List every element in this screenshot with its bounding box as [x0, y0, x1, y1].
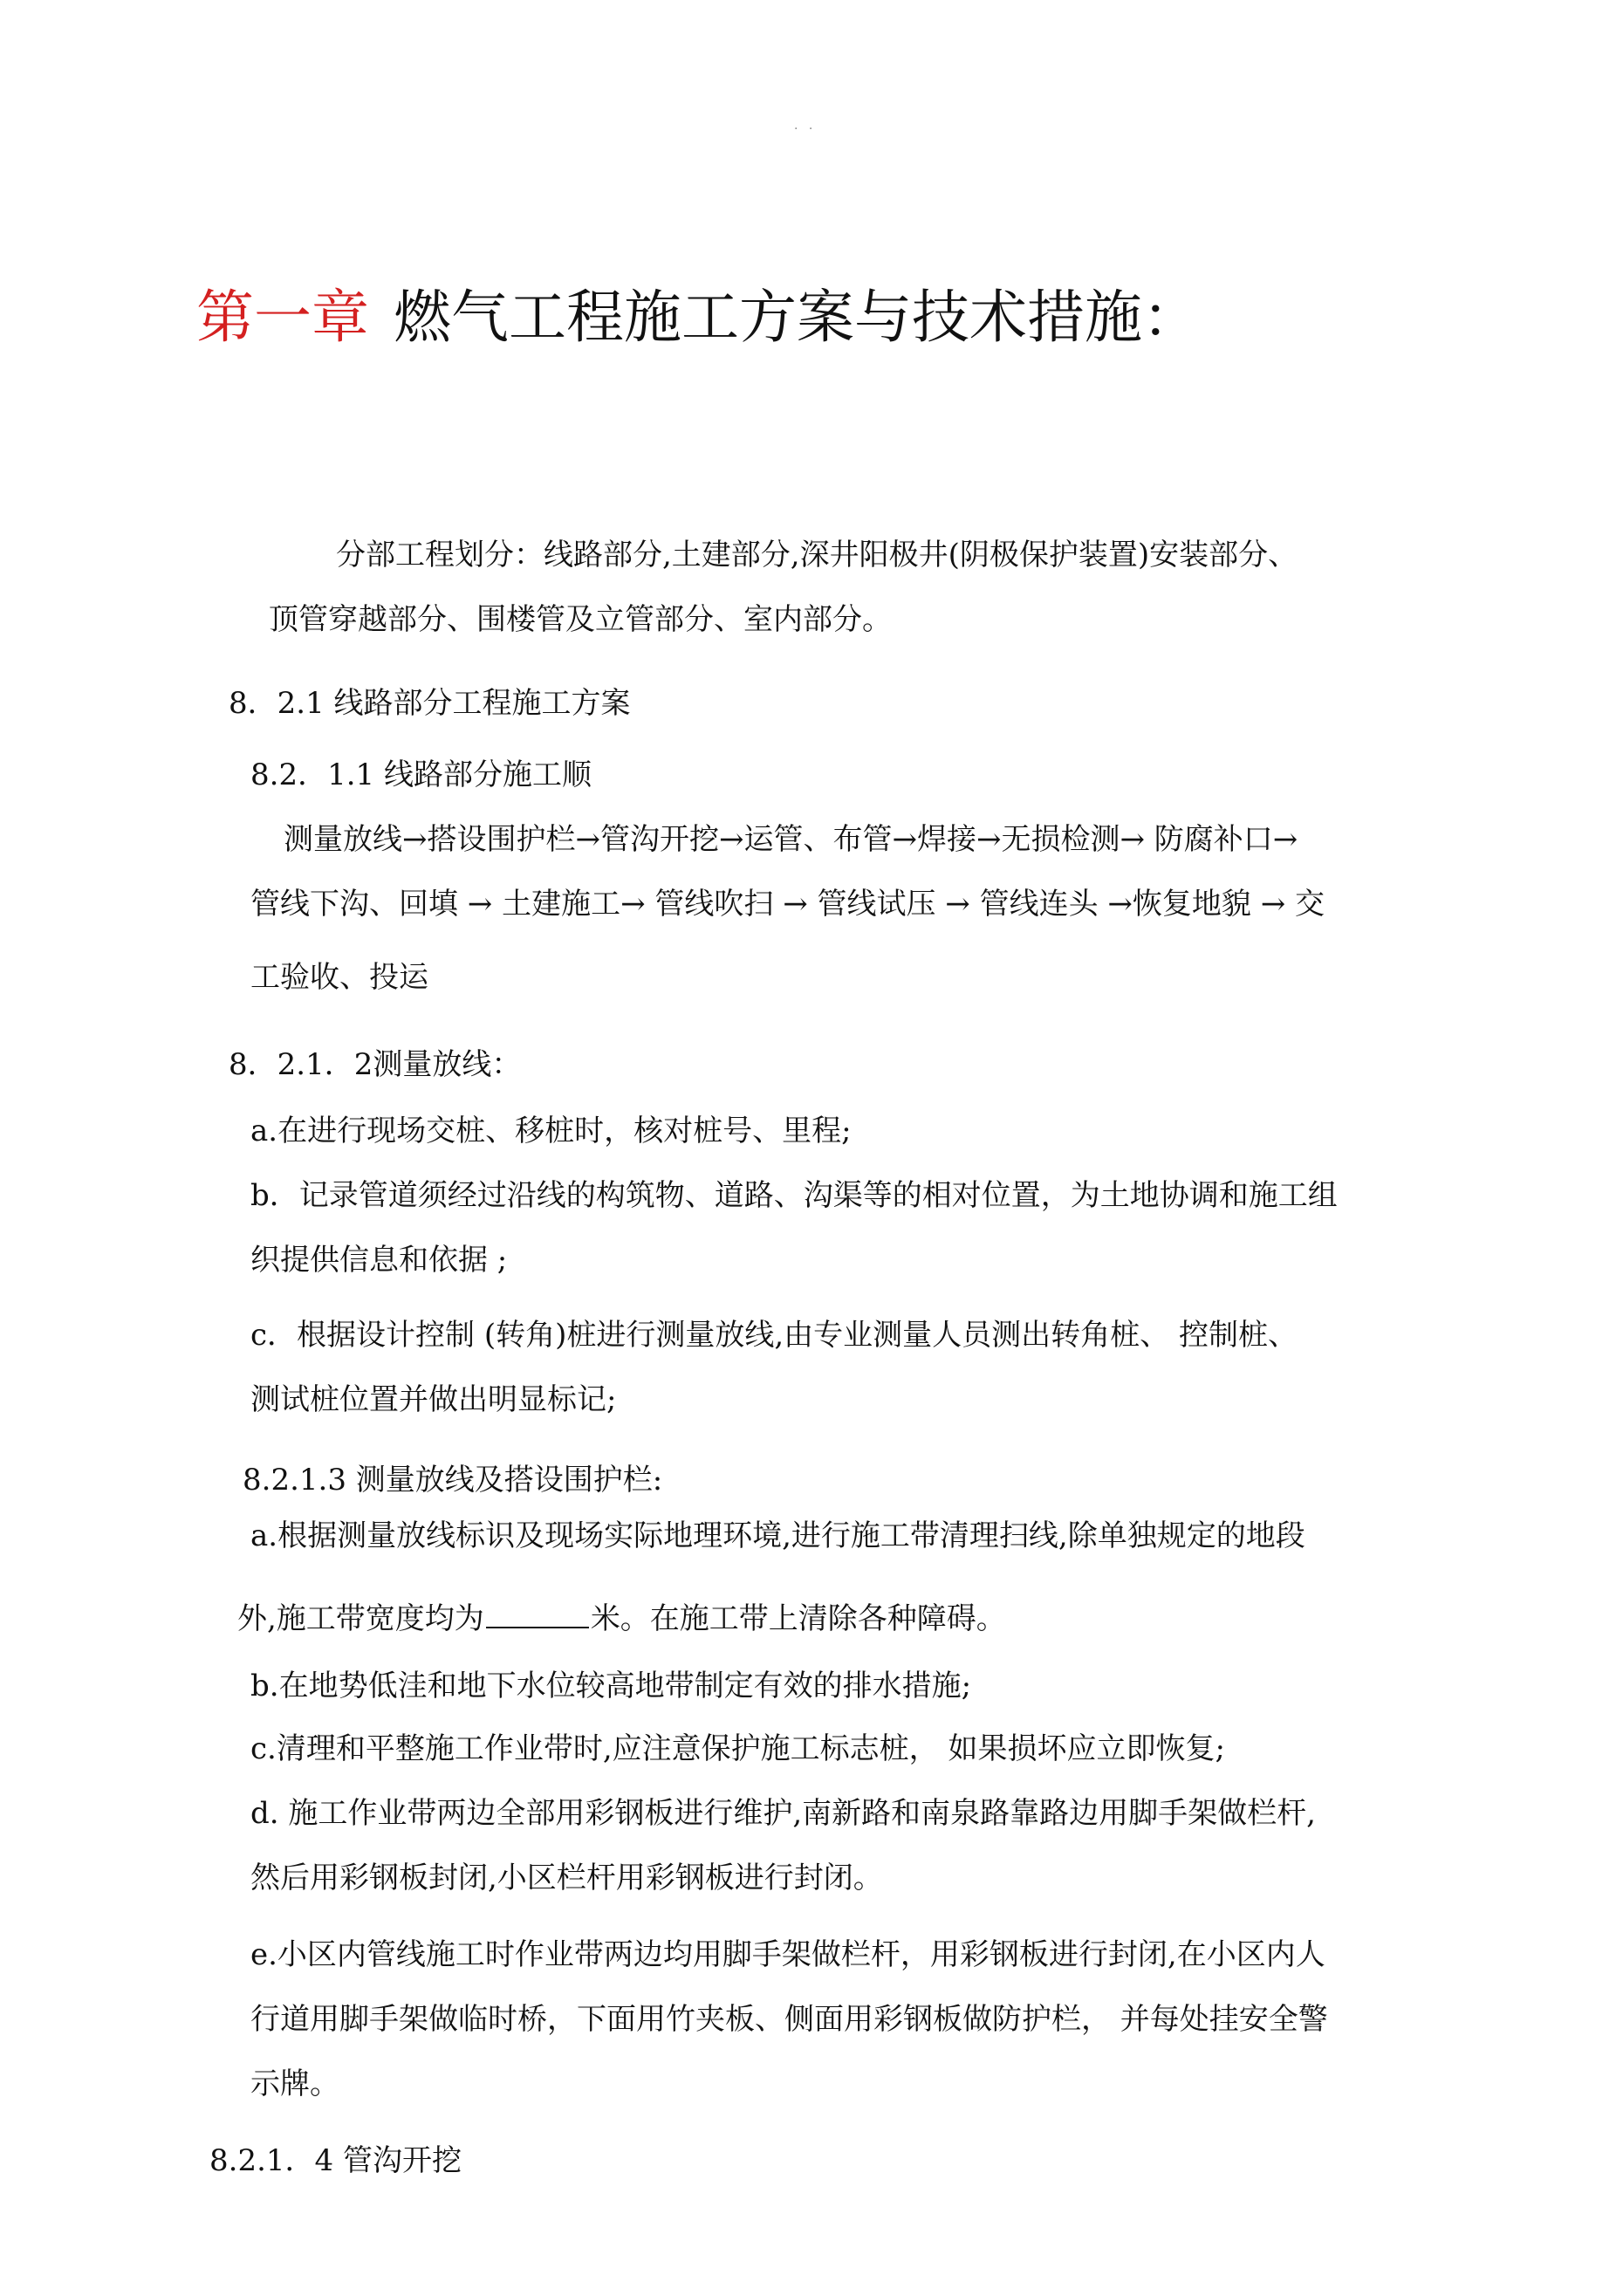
fence-item-d-line-2: 然后用彩钢板封闭,小区栏杆用彩钢板进行封闭。	[250, 1861, 883, 1895]
fence-item-a-line-2	[237, 1600, 1006, 1636]
survey-item-b-line-1: b．记录管道须经过沿线的构筑物、道路、沟渠等的相对位置，为土地协调和施工组	[250, 1178, 1338, 1213]
survey-item-c-line-1: c．根据设计控制 (转角)桩进行测量放线,由专业测量人员测出转角桩、 控制桩、	[250, 1318, 1298, 1353]
fence-item-c: c.清理和平整施工作业带时,应注意保护施工标志桩， 如果损坏应立即恢复;	[250, 1731, 1225, 1766]
fence-item-d-line-1: d. 施工作业带两边全部用彩钢板进行维护,南新路和南泉路靠路边用脚手架做栏杆,	[250, 1796, 1316, 1831]
header-dots: · ·	[794, 122, 817, 136]
section-8-2-1-heading: 8．2.1 线路部分工程施工方案	[229, 686, 631, 721]
fence-item-e-line-3: 示牌。	[250, 2066, 339, 2101]
flow-line-2: 管线下沟、回填 → 土建施工→ 管线吹扫 → 管线试压 → 管线连头 →恢复地貌 → 交	[250, 887, 1325, 922]
fence-item-a-line-2-suffix: 米。在施工带上清除各种障碍。	[590, 1601, 1006, 1636]
chapter-number: 第一章	[196, 284, 369, 351]
flow-line-3: 工验收、投运	[250, 960, 428, 995]
chapter-heading-text: 燃气工程施工方案与技术措施：	[394, 284, 1200, 351]
flow-line-1: 测量放线→搭设围护栏→管沟开挖→运管、布管→焊接→无损检测→ 防腐补口→	[284, 822, 1298, 857]
width-blank-field	[486, 1600, 589, 1628]
chapter-title	[196, 271, 1200, 353]
section-8-2-1-3-heading: 8.2.1.3 测量放线及搭设围护栏:	[243, 1463, 663, 1498]
intro-line-2: 顶管穿越部分、围楼管及立管部分、室内部分。	[269, 602, 892, 637]
intro-line-1: 分部工程划分：线路部分,土建部分,深井阳极井(阴极保护装置)安装部分、	[336, 538, 1298, 572]
fence-item-b: b.在地势低洼和地下水位较高地带制定有效的排水措施;	[250, 1669, 972, 1703]
fence-item-a-line-2-prefix: 外,施工带宽度均为	[237, 1601, 484, 1636]
survey-item-a: a.在进行现场交桩、移桩时，核对桩号、里程;	[250, 1114, 852, 1148]
section-8-2-1-2-heading: 8．2.1．2测量放线：	[229, 1047, 522, 1082]
section-8-2-1-1-heading: 8.2．1.1 线路部分施工顺	[250, 757, 592, 792]
fence-item-e-line-2: 行道用脚手架做临时桥，下面用竹夹板、侧面用彩钢板做防护栏， 并每处挂安全警	[250, 2002, 1328, 2037]
fence-item-a-line-1: a.根据测量放线标识及现场实际地理环境,进行施工带清理扫线,除单独规定的地段	[250, 1518, 1305, 1553]
section-8-2-1-4-heading: 8.2.1．4 管沟开挖	[209, 2143, 462, 2178]
fence-item-e-line-1: e.小区内管线施工时作业带两边均用脚手架做栏杆，用彩钢板进行封闭,在小区内人	[250, 1937, 1325, 1972]
survey-item-b-line-2: 织提供信息和依据 ;	[250, 1243, 508, 1278]
survey-item-c-line-2: 测试桩位置并做出明显标记;	[250, 1382, 617, 1417]
